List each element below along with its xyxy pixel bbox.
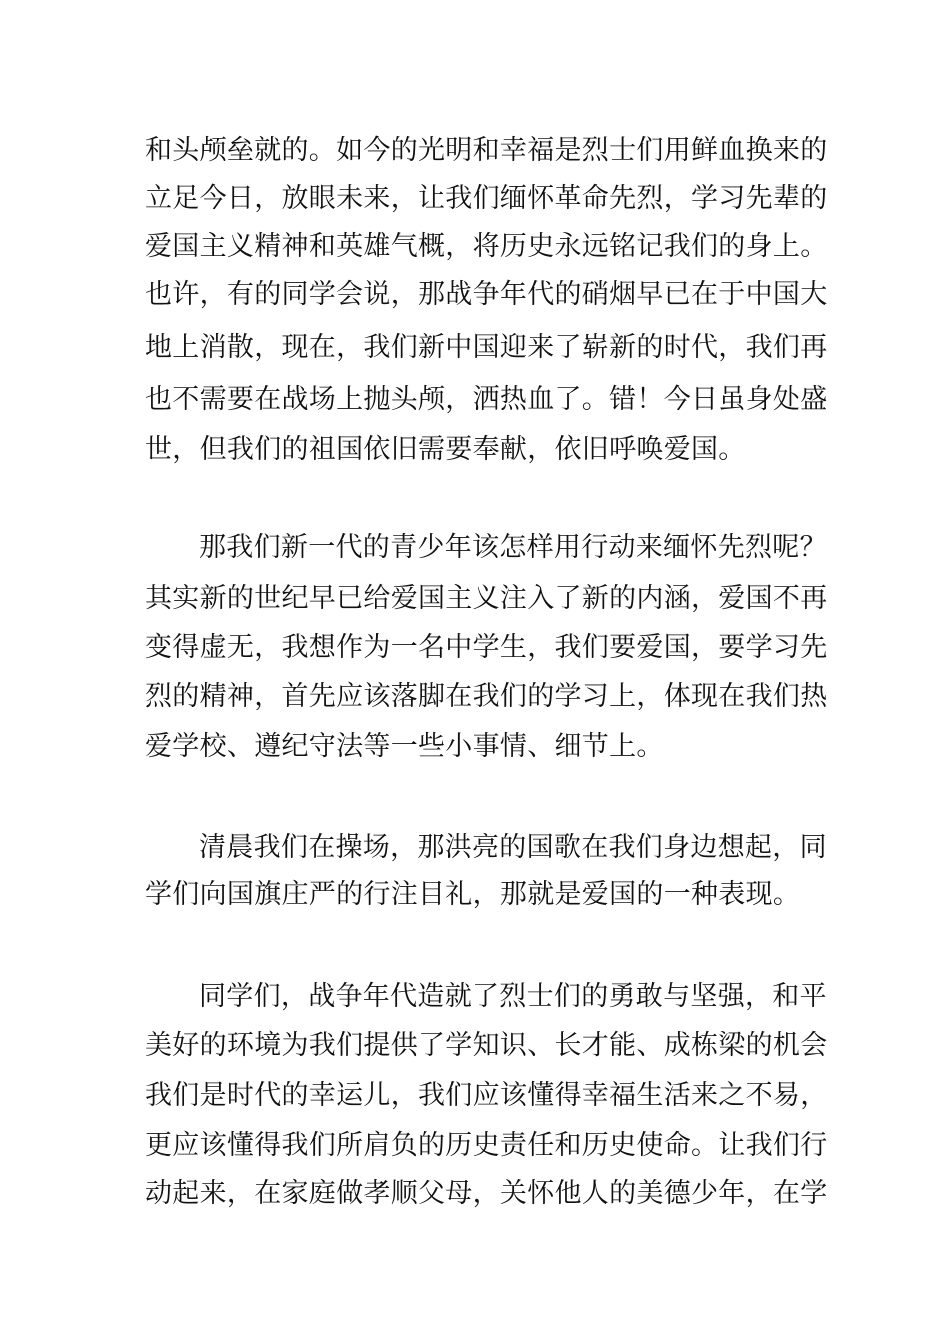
paragraph-1-line-7: 世，但我们的祖国依旧需要奉献，依旧呼唤爱国。 <box>145 434 746 465</box>
paragraph-4-line-3: 我们是时代的幸运儿，我们应该懂得幸福生活来之不易， <box>145 1080 828 1111</box>
paragraph-2-line-5: 爱学校、遵纪守法等一些小事情、细节上。 <box>145 731 664 762</box>
paragraph-4-line-5: 动起来，在家庭做孝顺父母，关怀他人的美德少年，在学 <box>145 1178 828 1209</box>
paragraph-4-line-2: 美好的环境为我们提供了学知识、长才能、成栋梁的机会 <box>145 1030 828 1061</box>
paragraph-2-line-2: 其实新的世纪早已给爱国主义注入了新的内涵，爱国不再 <box>145 583 828 614</box>
paragraph-1-line-4: 也许，有的同学会说，那战争年代的硝烟早已在于中国大 <box>145 279 828 310</box>
paragraph-1-line-2: 立足今日，放眼未来，让我们缅怀革命先烈，学习先辈的 <box>145 183 828 214</box>
paragraph-1-line-1: 和头颅垒就的。如今的光明和幸福是烈士们用鲜血换来的 <box>145 135 828 166</box>
paragraph-1-line-5: 地上消散，现在，我们新中国迎来了崭新的时代，我们再 <box>145 332 828 363</box>
paragraph-2-line-4: 烈的精神，首先应该落脚在我们的学习上，体现在我们热 <box>145 681 828 712</box>
paragraph-1-line-3: 爱国主义精神和英雄气概，将历史永远铭记我们的身上。 <box>145 231 828 262</box>
paragraph-1-line-6: 也不需要在战场上抛头颅，洒热血了。错！今日虽身处盛 <box>145 384 828 415</box>
paragraph-4-line-1: 同学们，战争年代造就了烈士们的勇敢与坚强，和平 <box>199 981 827 1012</box>
paragraph-3-line-2: 学们向国旗庄严的行注目礼，那就是爱国的一种表现。 <box>145 879 801 910</box>
paragraph-4-line-4: 更应该懂得我们所肩负的历史责任和历史使命。让我们行 <box>145 1130 828 1161</box>
paragraph-3-line-1: 清晨我们在操场，那洪亮的国歌在我们身边想起，同 <box>199 832 827 863</box>
paragraph-2-line-1: 那我们新一代的青少年该怎样用行动来缅怀先烈呢？ <box>199 532 827 563</box>
paragraph-2-line-3: 变得虚无，我想作为一名中学生，我们要爱国，要学习先 <box>145 632 828 663</box>
